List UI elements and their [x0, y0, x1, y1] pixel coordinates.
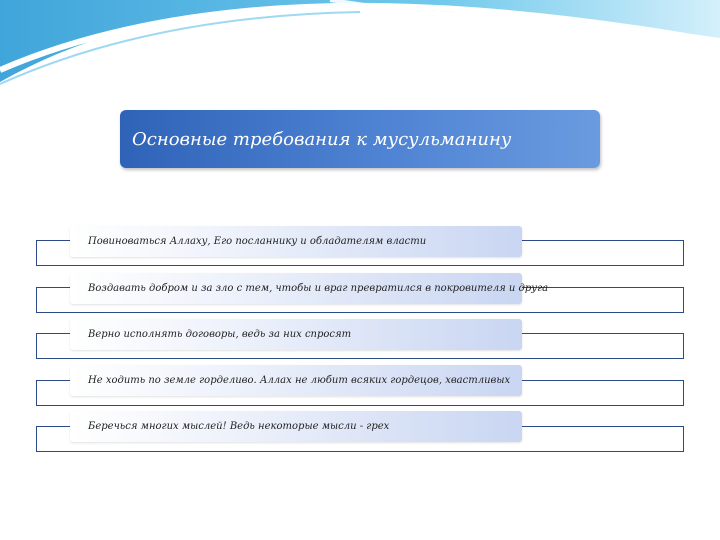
list-item	[70, 365, 522, 396]
list-item-text: Повиноваться Аллаху, Его посланнику и обладателям власти	[88, 236, 427, 247]
list-item	[70, 273, 549, 304]
slide-title: Основные требования к мусульманину	[132, 128, 512, 150]
list-item-text: Верно исполнять договоры, ведь за них спросят	[88, 329, 352, 340]
list-item-text: Не ходить по земле горделиво. Аллах не любит всяких гордецов, хвастливых	[88, 375, 511, 386]
title-box	[120, 110, 600, 168]
list-item	[70, 411, 522, 442]
list-item	[70, 226, 522, 257]
header-wave-decoration	[0, 0, 720, 110]
list-item-text: Воздавать добром и за зло с тем, чтобы и враг превратился в покровителя и друга	[88, 283, 549, 294]
list-item-text: Беречься многих мыслей! Ведь некоторые мысли - грех	[88, 421, 390, 432]
list-item	[70, 319, 522, 350]
